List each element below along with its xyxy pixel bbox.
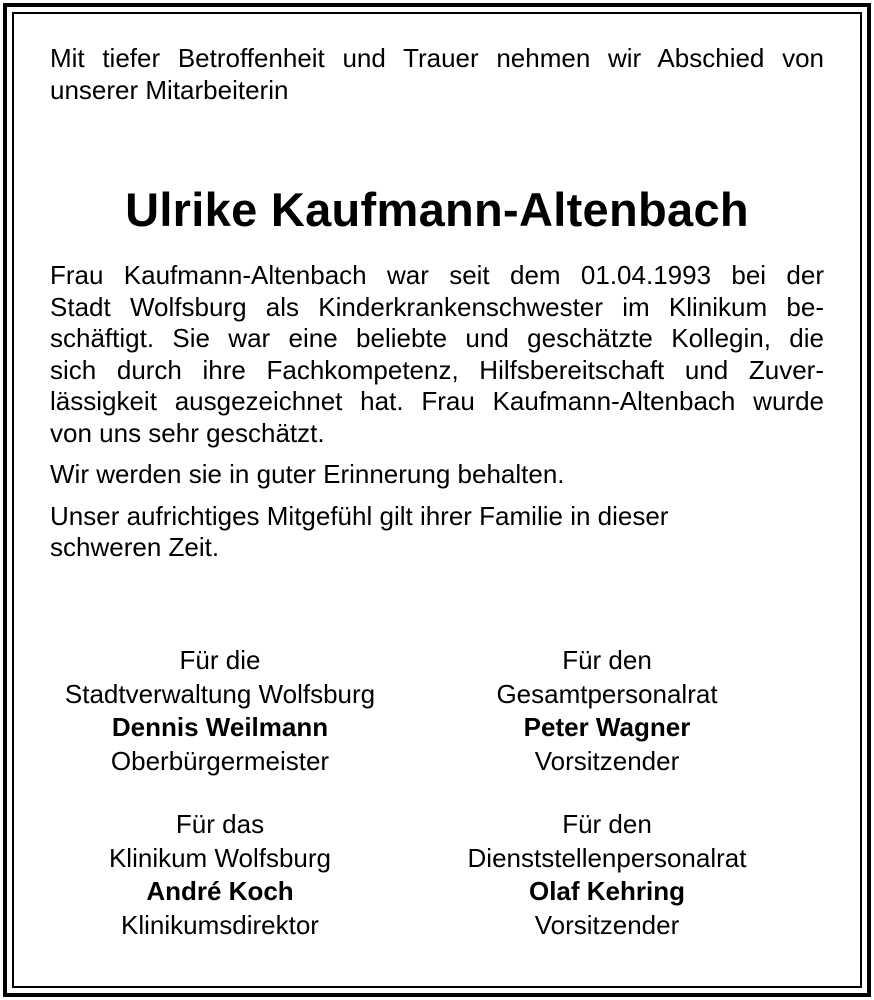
body-line: lässigkeit ausgezeichnet hat. Frau Kaufmann-Altenbach wurde bbox=[50, 386, 824, 416]
signature-for: Für den bbox=[562, 645, 652, 675]
intro-line-1: Mit tiefer Betroffenheit und Trauer nehmen wir Abschied von bbox=[50, 43, 824, 73]
signature-name: Olaf Kehring bbox=[528, 876, 685, 906]
signature-role: Klinikumsdirektor bbox=[121, 909, 319, 940]
body-paragraph bbox=[50, 260, 824, 449]
intro-line-2: unserer Mitarbeiterin bbox=[50, 75, 289, 105]
body-line: schäftigt. Sie war eine beliebte und geschätzte Kollegin, die bbox=[50, 323, 824, 353]
signature-block bbox=[50, 644, 824, 942]
remembrance-text: Wir werden sie in guter Erinnerung behalten. bbox=[50, 459, 565, 489]
signature-for: Für die bbox=[179, 645, 261, 675]
obituary-content bbox=[50, 42, 824, 564]
deceased-name: Ulrike Kaufmann-Altenbach bbox=[125, 183, 749, 236]
condolence-text bbox=[50, 501, 824, 564]
signature-for: Für das bbox=[175, 809, 265, 839]
body-line: sich durch ihre Fachkompetenz, Hilfsbereitschaft und Zuver- bbox=[50, 354, 824, 385]
signature-stadtverwaltung bbox=[50, 644, 390, 778]
signature-role: Vorsitzender bbox=[534, 745, 680, 776]
signature-organization: Gesamtpersonalrat bbox=[496, 678, 718, 709]
signature-organization: Stadtverwaltung Wolfsburg bbox=[64, 678, 376, 709]
intro-text bbox=[50, 42, 824, 106]
body-line: Stadt Wolfsburg als Kinderkrankenschwester im Klinikum be- bbox=[50, 291, 824, 322]
body-line: von uns sehr geschätzt. bbox=[50, 417, 325, 448]
signature-organization: Dienststellenpersonalrat bbox=[467, 842, 747, 873]
signature-organization: Klinikum Wolfsburg bbox=[108, 842, 332, 873]
signature-name: André Koch bbox=[146, 876, 294, 906]
signature-for: Für den bbox=[562, 809, 652, 839]
signature-name: Peter Wagner bbox=[523, 712, 691, 742]
condolence-line-1: Unser aufrichtiges Mitgefühl gilt ihrer Familie in dieser bbox=[50, 500, 669, 531]
signature-role: Oberbürgermeister bbox=[110, 745, 330, 776]
body-line: Frau Kaufmann-Altenbach war seit dem 01.04.1993 bei der bbox=[50, 260, 824, 290]
signature-name: Dennis Weilmann bbox=[111, 712, 329, 742]
signature-klinikum bbox=[50, 808, 390, 942]
signature-dienststellenpersonalrat bbox=[390, 808, 824, 942]
condolence-line-2: schweren Zeit. bbox=[50, 532, 220, 562]
signature-gesamtpersonalrat bbox=[390, 644, 824, 778]
signature-role: Vorsitzender bbox=[534, 909, 680, 940]
